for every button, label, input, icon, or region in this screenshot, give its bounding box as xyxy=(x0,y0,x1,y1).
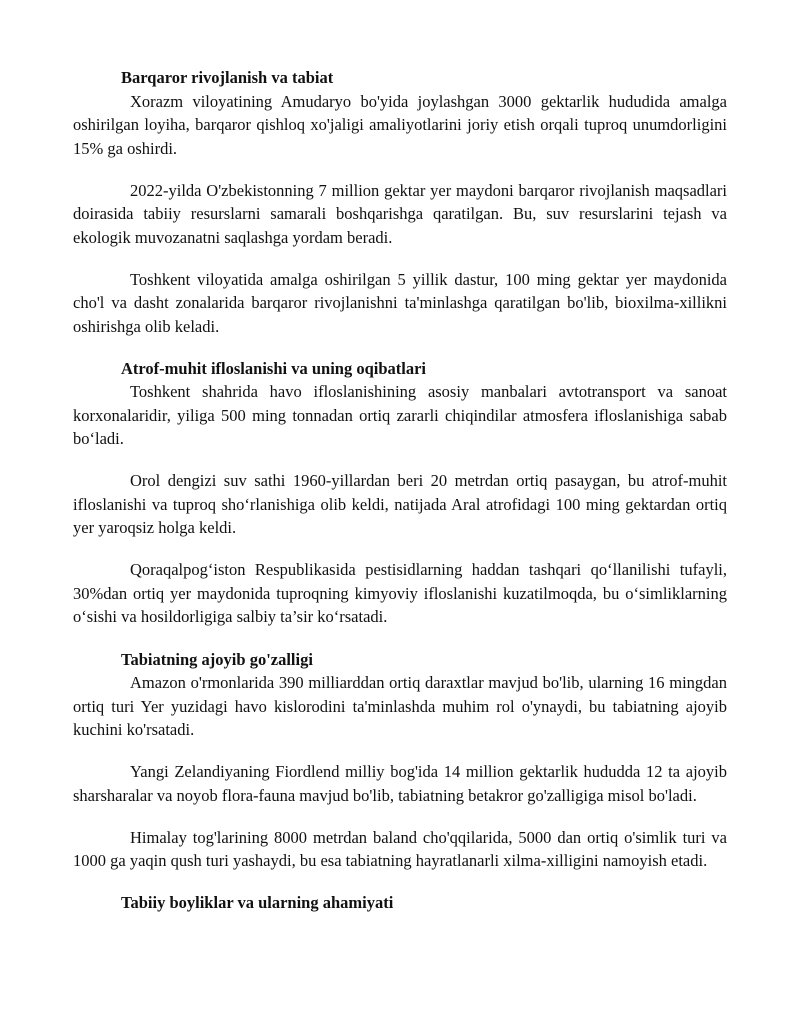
section-nature-beauty xyxy=(73,648,727,873)
section-heading: Tabiatning ajoyib go'zalligi xyxy=(121,649,313,669)
paragraph: Amazon o'rmonlarida 390 milliarddan ortiq daraxtlar mavjud bo'lib, ularning 16 mingdan ortiq turi Yer yuzidagi havo kislorodini ta'minlashda muhim rol o'ynaydi, bu tabiatning ajoyib kuchini ko'rsatadi. xyxy=(73,673,727,740)
paragraph: 2022-yilda O'zbekistonning 7 million gektar yer maydoni barqaror rivojlanish maqsadlari doirasida tabiiy resurslarni samarali boshqarishga qaratilgan. Bu, suv resurslarini tejash va ekologik muvozanatni saqlashga yordam beradi. xyxy=(73,180,727,247)
paragraph: Toshkent viloyatida amalga oshirilgan 5 yillik dastur, 100 ming gektar yer maydonida cho'l va dasht zonalarida barqaror rivojlanishni ta'minlashga qaratilgan bo'lib, bioxilma-xillikni oshirishga olib keladi. xyxy=(73,269,727,336)
section-natural-resources xyxy=(73,891,727,915)
section-environmental-pollution xyxy=(73,357,727,629)
paragraph: Xorazm viloyatining Amudaryo bo'yida joylashgan 3000 gektarlik hududida amalga oshirilgan loyiha, barqaror qishloq xo'jaligi amaliyotlarini joriy etish orqali tuproq unumdorligini 15% ga oshirdi. xyxy=(73,91,727,158)
section-heading: Tabiiy boyliklar va ularning ahamiyati xyxy=(121,893,394,913)
section-sustainable-development xyxy=(73,66,727,338)
paragraph: Himalay tog'larining 8000 metrdan baland cho'qqilarida, 5000 dan ortiq o'simlik turi va 1000 ga yaqin qush turi yashaydi, bu esa tabiatning hayratlanarli xilma-xilligini namoyish etadi. xyxy=(73,827,727,871)
section-heading: Barqaror rivojlanish va tabiat xyxy=(121,68,334,87)
section-heading: Atrof-muhit ifloslanishi va uning oqibatlari xyxy=(121,358,427,378)
paragraph: Orol dengizi suv sathi 1960-yillardan beri 20 metrdan ortiq pasaygan, bu atrof-muhit ifloslanishi va tuproq sho‘rlanishiga olib keldi, natijada Aral atrofidagi 100 ming gektardan ortiq yer yaroqsiz holga keldi. xyxy=(73,471,727,538)
paragraph: Toshkent shahrida havo ifloslanishining asosiy manbalari avtotransport va sanoat korxonalaridir, yiliga 500 ming tonnadan ortiq zararli chiqindilar atmosfera ifloslanishiga sabab bo‘ladi. xyxy=(73,382,727,449)
paragraph: Yangi Zelandiyaning Fiordlend milliy bog'ida 14 million gektarlik hududda 12 ta ajoyib sharsharalar va noyob flora-fauna mavjud bo'lib, tabiatning betakror go'zalligiga misol bo'ladi. xyxy=(73,762,727,805)
paragraph: Qoraqalpog‘iston Respublikasida pestisidlarning haddan tashqari qo‘llanilishi tufayli, 30%dan ortiq yer maydonida tuproqning kimyoviy ifloslanishi kuzatilmoqda, bu o‘simliklarning o‘sishi va hosildorligiga salbiy ta’sir ko‘rsatadi. xyxy=(73,560,727,627)
